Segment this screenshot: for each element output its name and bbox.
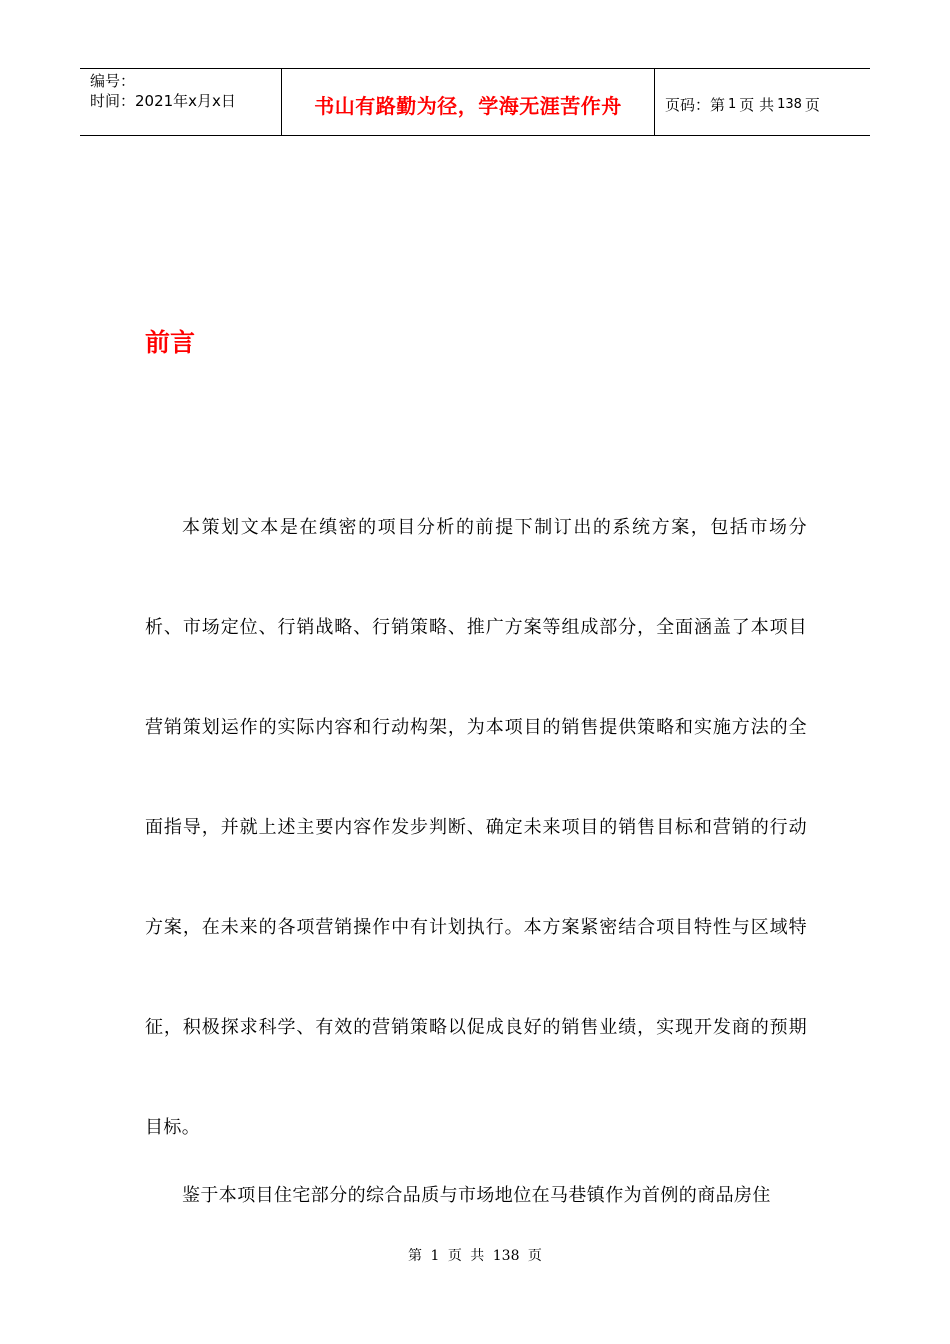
paragraph-intro: 本策划文本是在缜密的项目分析的前提下制订出的系统方案，包括市场分析、市场定位、行销战略、行销策略、推广方案等组成部分，全面涵盖了本项目营销策划运作的实际内容和行动构架，为本项目的销售提供策略和实施方法的全面指导，并就上述主要内容作发步判断、确定未来项目的销售目标和营销的行动方案，在未来的各项营销操作中有计划执行。本方案紧密结合项目特性与区域特征，积极探求科学、有效的营销策略以促成良好的销售业绩，实现开发商的预期目标。 xyxy=(145,517,807,1138)
page-total: 138 xyxy=(777,96,802,112)
body-text xyxy=(145,478,807,1246)
date-label: 时间：2021年x月x日 xyxy=(90,92,236,110)
number-label: 编号： xyxy=(90,72,136,90)
header-meta xyxy=(80,69,281,135)
header-motto-cell xyxy=(281,69,655,135)
page-current: 1 xyxy=(728,96,737,112)
page-prefix: 页码：第 xyxy=(665,95,726,114)
page-footer: 第 1 页 共 138 页 xyxy=(408,1248,542,1264)
page-mid: 页 共 xyxy=(739,95,775,114)
page-suffix: 页 xyxy=(804,95,820,114)
section-title: 前言 xyxy=(145,328,196,357)
paragraph-second: 鉴于本项目住宅部分的综合品质与市场地位在马巷镇作为首例的商品房住 xyxy=(182,1185,771,1206)
header-page-info xyxy=(655,69,870,135)
motto: 书山有路勤为径，学海无涯苦作舟 xyxy=(314,93,622,118)
page-header xyxy=(80,68,870,136)
